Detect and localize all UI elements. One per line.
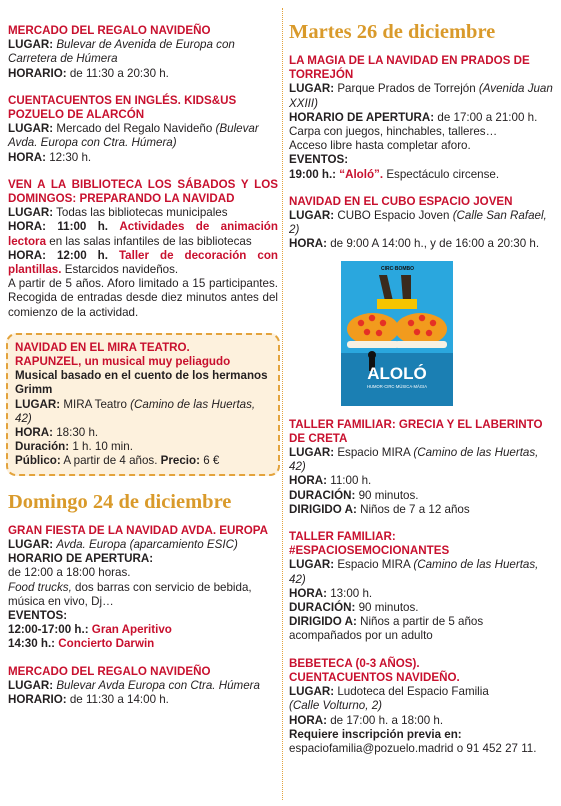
event-title: MERCADO DEL REGALO NAVIDEÑO bbox=[8, 664, 211, 678]
event-mira-teatro-box bbox=[6, 333, 280, 476]
event-title: NAVIDAD EN EL CUBO ESPACIO JOVEN bbox=[289, 194, 513, 208]
label-horario-apertura: HORARIO DE APERTURA: bbox=[289, 110, 435, 124]
hora-value: 13:00 h. bbox=[330, 586, 373, 600]
label-lugar: LUGAR: bbox=[289, 209, 335, 223]
poster-artwork bbox=[341, 261, 453, 406]
label-precio: Precio: bbox=[160, 454, 200, 468]
alolo-poster-image bbox=[341, 261, 453, 406]
lugar-value: MIRA Teatro bbox=[63, 397, 127, 411]
label-hora: HORA: bbox=[289, 237, 327, 251]
event-magia-navidad bbox=[289, 54, 555, 182]
poster-brand: CIRC·BOMBO bbox=[381, 265, 415, 272]
contact-info: espaciofamilia@pozuelo.madrid o 91 452 27 11. bbox=[289, 741, 537, 755]
lugar-value: Todas las bibliotecas municipales bbox=[56, 206, 228, 220]
label-hora-1: HORA: 11:00 h. bbox=[8, 220, 108, 234]
lugar-detail: (Camino de las Huertas, 42) bbox=[289, 446, 539, 474]
label-hora-2: HORA: 12:00 h. bbox=[8, 248, 108, 262]
event-time: 12:00-17:00 h.: bbox=[8, 623, 89, 637]
event-time: 19:00 h.: bbox=[289, 167, 337, 181]
label-duracion: DURACIÓN: bbox=[289, 601, 356, 615]
hora-value: de 17:00 h. a 18:00 h. bbox=[330, 713, 444, 727]
event-biblioteca bbox=[8, 178, 278, 320]
column-divider bbox=[282, 8, 283, 800]
poster-title: ALOLÓ bbox=[367, 363, 427, 383]
event-title: GRAN FIESTA DE LA NAVIDAD AVDA. EUROPA bbox=[8, 523, 269, 537]
activity-1-detail: en las salas infantiles de las bibliotecas bbox=[49, 234, 252, 248]
publico-value: A partir de 4 años. bbox=[63, 454, 158, 468]
day-heading-martes: Martes 26 de diciembre bbox=[289, 21, 496, 43]
event-bebeteca bbox=[289, 657, 555, 756]
hora-value: de 9:00 A 14:00 h., y de 16:00 a 20:30 h. bbox=[330, 237, 540, 251]
event-subtitle: RAPUNZEL, un musical muy peliagudo bbox=[15, 355, 231, 369]
label-hora: HORA: bbox=[15, 426, 53, 440]
event-espacios-emocionantes bbox=[289, 530, 555, 644]
event-subtitle: #ESPACIOSEMOCIONANTES bbox=[289, 544, 450, 558]
description: dos barras con servicio de bebida, música en vivo, Dj… bbox=[8, 580, 252, 608]
lugar-detail: (Camino de las Huertas, 42) bbox=[15, 397, 256, 425]
lugar-value: Ludoteca del Espacio Familia bbox=[337, 685, 489, 699]
horario-apertura-value: de 12:00 a 18:00 horas. bbox=[8, 566, 131, 580]
description: Carpa con juegos, hinchables, talleres… bbox=[289, 125, 498, 139]
event-cuentacuentos-ingles bbox=[8, 94, 278, 165]
lugar-value: CUBO Espacio Joven bbox=[337, 209, 450, 223]
label-lugar: LUGAR: bbox=[8, 38, 54, 52]
dirigido-value: Niños de 7 a 12 años bbox=[360, 502, 470, 516]
label-hora: HORA: bbox=[289, 713, 327, 727]
lugar-value: Parque Prados de Torrejón bbox=[337, 82, 476, 96]
label-lugar: LUGAR: bbox=[8, 122, 54, 136]
horario-apertura-value: de 17:00 a 21:00 h. bbox=[437, 110, 538, 124]
label-lugar: LUGAR: bbox=[8, 206, 54, 220]
precio-value: 6 € bbox=[203, 454, 220, 468]
hora-value: 11:00 h. bbox=[330, 474, 372, 488]
event-title: VEN A LA BIBLIOTECA LOS SÁBADOS Y LOS DOMINGOS: PREPARANDO LA NAVIDAD bbox=[8, 177, 278, 206]
label-duracion: DURACIÓN: bbox=[289, 488, 356, 502]
event-title: NAVIDAD EN EL MIRA TEATRO. bbox=[15, 340, 190, 354]
event-name: Concierto Darwin bbox=[58, 637, 155, 651]
lugar-detail: (Camino de las Huertas, 42) bbox=[289, 558, 539, 586]
label-hora: HORA: bbox=[8, 150, 46, 164]
horario-value: de 11:30 a 20:30 h. bbox=[69, 66, 169, 80]
dirigido-value: Niños a partir de 5 años acompañados por un adulto bbox=[289, 615, 484, 643]
inscription-note: Requiere inscripción previa en: bbox=[289, 727, 462, 741]
label-eventos: EVENTOS: bbox=[8, 608, 68, 622]
event-subtitle: CUENTACUENTOS NAVIDEÑO. bbox=[289, 670, 460, 684]
label-horario: HORARIO: bbox=[8, 692, 67, 706]
event-name: Gran Aperitivo bbox=[91, 623, 172, 637]
event-title: TALLER FAMILIAR: GRECIA Y EL LABERINTO DE CRETA bbox=[289, 417, 543, 445]
label-lugar: LUGAR: bbox=[15, 397, 61, 411]
lugar-value: Avda. Europa (aparcamiento ESIC) bbox=[56, 537, 238, 551]
event-taller-grecia bbox=[289, 418, 555, 517]
event-description: Musical basado en el cuento de los hermanos Grimm bbox=[15, 369, 268, 397]
activity-2-detail: Estarcidos navideños. bbox=[64, 263, 179, 277]
label-dirigido: DIRIGIDO A: bbox=[289, 615, 357, 629]
label-lugar: LUGAR: bbox=[8, 678, 54, 692]
event-title: CUENTACUENTOS EN INGLÉS. KIDS&US POZUELO DE ALARCÓN bbox=[8, 93, 237, 122]
label-publico: Público: bbox=[15, 454, 61, 468]
description: Acceso libre hasta completar aforo. bbox=[289, 139, 471, 153]
activity-1: Actividades de animación lectora bbox=[8, 220, 278, 248]
duracion-value: 1 h. 10 min. bbox=[72, 440, 133, 454]
hora-value: 18:30 h. bbox=[56, 426, 99, 440]
event-title: LA MAGIA DE LA NAVIDAD EN PRADOS DE TORREJÓN bbox=[289, 54, 530, 82]
lugar-detail: (Calle San Rafael, 2) bbox=[289, 209, 547, 237]
event-time: 14:30 h.: bbox=[8, 637, 56, 651]
lugar-value: Espacio MIRA bbox=[337, 446, 411, 460]
description-italic: Food trucks, bbox=[8, 580, 72, 594]
label-hora: HORA: bbox=[289, 474, 327, 488]
event-note: A partir de 5 años. Aforo limitado a 15 participantes. Recogida de entradas desde diez minutos antes del comienzo de la actividad. bbox=[8, 277, 278, 319]
duracion-value: 90 minutos. bbox=[358, 601, 419, 615]
hora-value: 12:30 h. bbox=[49, 150, 92, 164]
right-column bbox=[289, 20, 555, 769]
event-detail: Espectáculo circense. bbox=[386, 167, 500, 181]
label-duracion: Duración: bbox=[15, 440, 70, 454]
label-hora: HORA: bbox=[289, 586, 327, 600]
lugar-value: Bulevar Avda Europa con Ctra. Húmera bbox=[56, 678, 260, 692]
lugar-value: Mercado del Regalo Navideño bbox=[56, 122, 213, 136]
lugar-detail: (Avenida Juan XXIII) bbox=[289, 82, 553, 110]
horario-value: de 11:30 a 14:00 h. bbox=[69, 692, 169, 706]
event-name: “Aloló”. bbox=[339, 167, 384, 181]
label-lugar: LUGAR: bbox=[289, 685, 335, 699]
day-heading-domingo: Domingo 24 de diciembre bbox=[8, 490, 232, 513]
label-horario-apertura: HORARIO DE APERTURA: bbox=[8, 552, 154, 566]
label-horario: HORARIO: bbox=[8, 66, 67, 80]
label-dirigido: DIRIGIDO A: bbox=[289, 502, 357, 516]
duracion-value: 90 minutos. bbox=[358, 488, 419, 502]
event-title: BEBETECA (0-3 AÑOS). bbox=[289, 656, 420, 670]
lugar-detail: (Bulevar Avda. Europa con Ctra. Húmera) bbox=[8, 122, 259, 150]
event-mercado-regalo-2 bbox=[8, 665, 278, 708]
left-column bbox=[8, 24, 278, 720]
label-lugar: LUGAR: bbox=[289, 446, 335, 460]
label-lugar: LUGAR: bbox=[289, 558, 335, 572]
lugar-detail: (Calle Volturno, 2) bbox=[289, 699, 383, 713]
event-title: TALLER FAMILIAR: bbox=[289, 530, 396, 544]
lugar-value: Bulevar de Avenida de Europa con Carretera de Húmera bbox=[8, 38, 235, 66]
event-gran-fiesta bbox=[8, 524, 278, 652]
lugar-value: Espacio MIRA bbox=[337, 558, 411, 572]
label-lugar: LUGAR: bbox=[8, 537, 54, 551]
poster-subtitle: HUMOR·CIRC·MÚSICA·MÀGIA bbox=[366, 383, 428, 389]
label-lugar: LUGAR: bbox=[289, 82, 335, 96]
event-cubo-espacio-joven bbox=[289, 195, 555, 252]
event-mercado-regalo-1 bbox=[8, 24, 278, 81]
activity-2: Taller de decoración con plantillas. bbox=[8, 248, 278, 277]
label-eventos: EVENTOS: bbox=[289, 153, 349, 167]
event-title: MERCADO DEL REGALO NAVIDEÑO bbox=[8, 24, 211, 37]
